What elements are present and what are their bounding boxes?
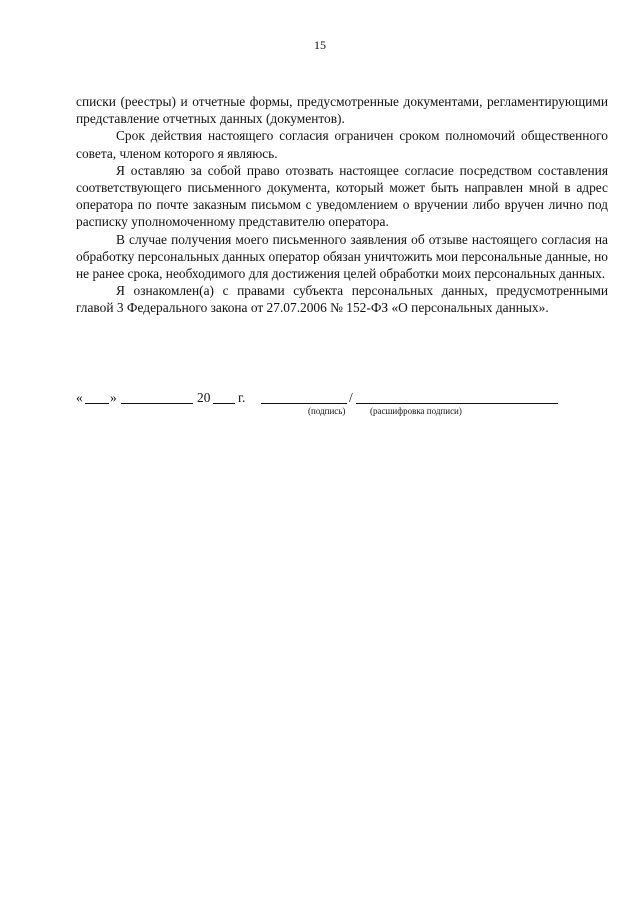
year-prefix: 20 (197, 390, 211, 405)
paragraph-acknowledgement: Я ознакомлен(а) с правами субъекта персональных данных, предусмотренными главой 3 Федерального закона от 27.07.2006 № 152-ФЗ «О персональных данных». (76, 283, 608, 316)
paragraph-revocation-effect: В случае получения моего письменного заявления об отзыве настоящего согласия на обработку персональных данных оператор обязан уничтожить мои персональные данные, но не ранее срока, необходимого для достижения целей обработки моих персональных данных. (76, 231, 608, 282)
decoding-caption: (расшифровка подписи) (370, 406, 462, 416)
signature-caption: (подпись) (308, 406, 346, 416)
paragraph-revocation-right: Я оставляю за собой право отозвать настоящее согласие посредством составления соответствующего письменного документа, который может быть направлен мной в адрес оператора по почте заказным письмом с уведомлением о вручении либо вручен лично под расписку уполномоченному представителю оператора. (76, 162, 608, 230)
day-blank (85, 390, 109, 408)
page-number: 15 (314, 38, 326, 52)
paragraph-continuation: списки (реестры) и отчетные формы, предусмотренные документами, регламентирующими представление отчетных данных (документов). (76, 94, 608, 127)
quote-open: « (76, 390, 83, 405)
document-body (76, 93, 608, 317)
month-blank (121, 390, 193, 408)
quote-close: » (110, 390, 117, 405)
year-suffix: г. (238, 390, 246, 405)
signature-separator: / (349, 390, 353, 405)
year-blank (213, 390, 235, 408)
paragraph-consent-term: Срок действия настоящего согласия ограничен сроком полномочий общественного совета, членом которого я являюсь. (76, 128, 608, 161)
